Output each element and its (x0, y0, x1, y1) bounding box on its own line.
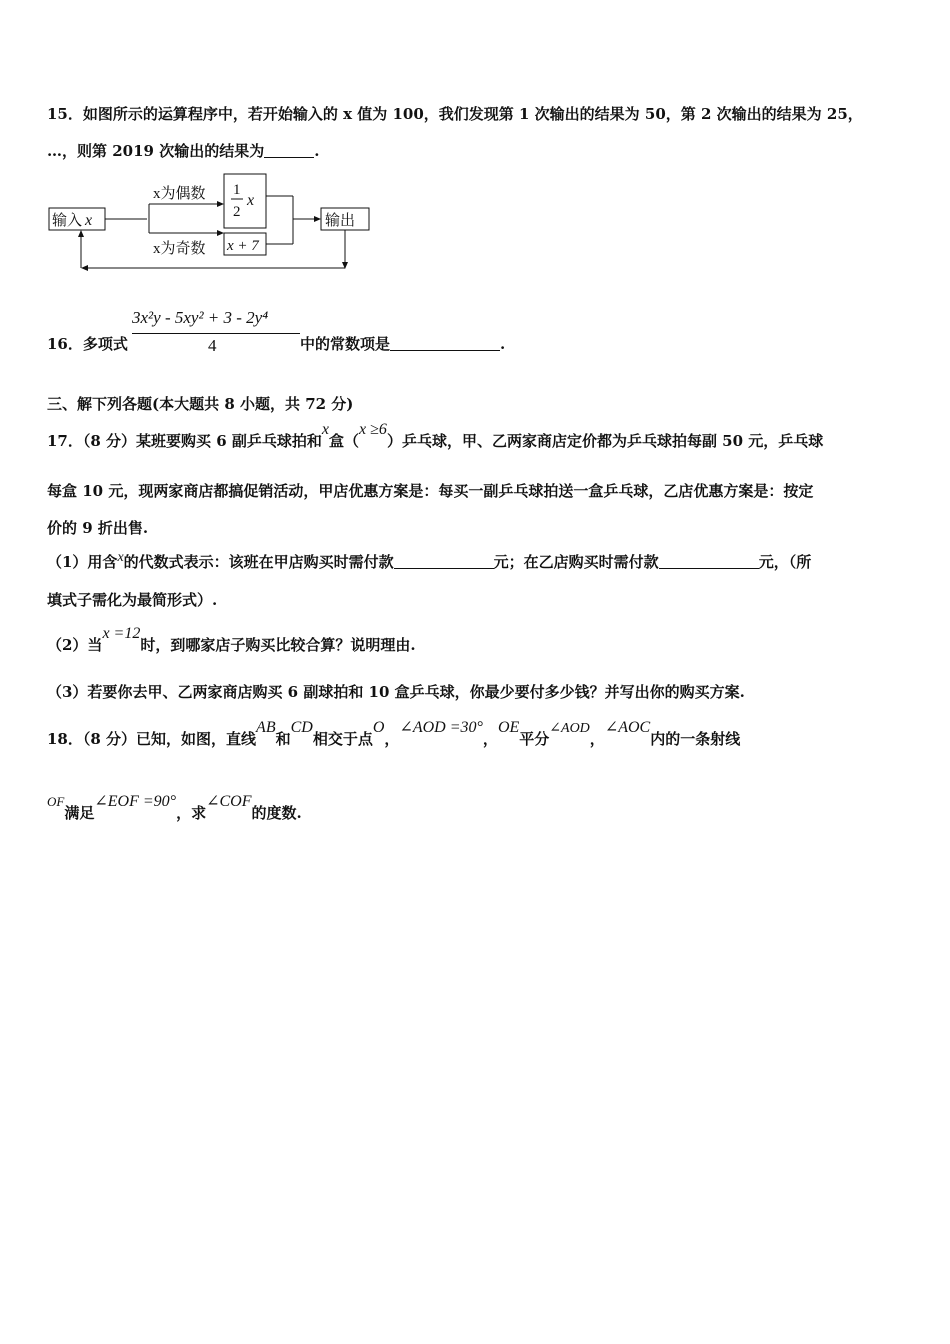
q17-part3: （3）若要你去甲、乙两家商店购买 6 副球拍和 10 盒乒乓球，你最少要付多少钱？并写出你的购买方案. (47, 683, 745, 701)
q17-p2-eq: x =12 (102, 625, 141, 642)
q18-h: 内的一条射线 (650, 730, 741, 748)
q18-aoc: ∠AOC (604, 719, 651, 736)
section3-heading: 三、解下列各题(本大题共 8 小题，共 72 分) (47, 395, 354, 413)
q18-aod: ∠AOD =30° (399, 719, 483, 736)
flow-odd-label: x为奇数 (153, 241, 206, 257)
q17-line1 (47, 421, 824, 451)
arrow-to-odd (217, 230, 224, 236)
flow-half-num: 1 (233, 182, 241, 198)
q18-ab: AB (256, 719, 276, 736)
q17-line2: 每盒 10 元，现两家商店都搞促销活动，甲店优惠方案是：每买一副乒乓球拍送一盒乒乓球，乙店优惠方案是：按定 (47, 482, 814, 500)
q16-prefix: 16．多项式 (47, 335, 128, 353)
q17-p1-c: 元；在乙店购买时需付款 (493, 553, 659, 571)
q16-denominator: 4 (208, 336, 217, 355)
q18-e: ， (482, 730, 498, 748)
flow-half-den: 2 (233, 204, 241, 220)
q17-p1-b: 的代数式表示：该班在甲店购买时需付款 (123, 553, 394, 571)
flow-even-label: x为偶数 (153, 186, 206, 202)
q15-line1: 15．如图所示的运算程序中，若开始输入的 x 值为 100，我们发现第 1 次输出的结果为 50，第 2 次输出的结果为 25， (47, 105, 863, 123)
q18-aod2: ∠AOD (549, 721, 590, 736)
q18-c: 相交于点 (312, 730, 373, 748)
arrow-left-loop (81, 265, 88, 271)
q17-l1-text-b: 盒（ (329, 432, 360, 450)
q17-l1-condition: x ≥6 (359, 421, 387, 438)
q16-suffix-text: 中的常数项是 (300, 335, 391, 353)
q16-fraction-bar (132, 333, 300, 334)
arrow-to-even (217, 201, 224, 207)
q16-answer-blank (390, 336, 500, 351)
q17-l1-text-a: 17．（8 分）某班要购买 6 副乒乓球拍和 (47, 432, 322, 450)
q16-numerator: 3x²y - 5xy² + 3 - 2y⁴ (132, 308, 269, 327)
flowchart-diagram (47, 172, 377, 276)
q15-line2-end: . (314, 142, 320, 160)
q17-p1-blank-a (394, 554, 494, 569)
q15-answer-blank (264, 143, 314, 158)
q15-line2 (47, 140, 319, 161)
q16-fraction (132, 308, 302, 358)
q16-suffix (300, 333, 505, 354)
q16-suffix-end: . (500, 335, 506, 353)
flow-plus7-label: x + 7 (227, 238, 259, 254)
q17-l1-var-x: x (321, 421, 330, 438)
q17-part1 (47, 551, 811, 572)
q18-cof: ∠COF (206, 793, 252, 810)
q18-k: 的度数. (251, 804, 302, 822)
q18-a: 18．（8 分）已知，如图，直线 (47, 730, 257, 748)
q17-line3: 价的 9 折出售. (47, 519, 149, 537)
flow-input-var: x (85, 212, 93, 229)
flow-input-label: 输入 (52, 213, 83, 229)
q17-part1-line2: 填式子需化为最简形式）. (47, 591, 218, 609)
q18-oe: OE (497, 719, 520, 736)
q17-part2 (47, 625, 416, 655)
q15-line2-text: …，则第 2019 次输出的结果为 (47, 142, 265, 160)
q18-o: O (372, 719, 385, 736)
q18-b: 和 (275, 730, 291, 748)
q17-p1-var-x: x (117, 550, 124, 565)
q18-f: 平分 (519, 730, 550, 748)
arrow-up-loop (78, 230, 84, 237)
q17-p2-b: 时，到哪家店子购买比较合算？说明理由. (140, 636, 416, 654)
q18-line1 (47, 719, 741, 749)
q18-j: ，求 (176, 804, 207, 822)
q18-i: 满足 (64, 804, 95, 822)
q17-p2-a: （2）当 (47, 636, 103, 654)
q17-p1-d: 元，（所 (758, 553, 812, 571)
q18-of: OF (47, 794, 65, 809)
q17-p1-a: （1）用含 (47, 553, 118, 571)
arrow-to-output (314, 216, 321, 222)
flow-half-var: x (247, 192, 255, 209)
q18-eof: ∠EOF =90° (94, 793, 177, 810)
q18-cd: CD (290, 719, 313, 736)
q18-line2 (47, 793, 302, 823)
q17-l1-text-c: ）乒乓球，甲、乙两家商店定价都为乒乓球拍每副 50 元，乒乓球 (386, 432, 824, 450)
q18-g: ， (589, 730, 605, 748)
q18-d: ， (384, 730, 400, 748)
flow-output-label: 输出 (325, 213, 356, 229)
q17-p1-blank-b (659, 554, 759, 569)
flow-half-box (224, 174, 266, 228)
